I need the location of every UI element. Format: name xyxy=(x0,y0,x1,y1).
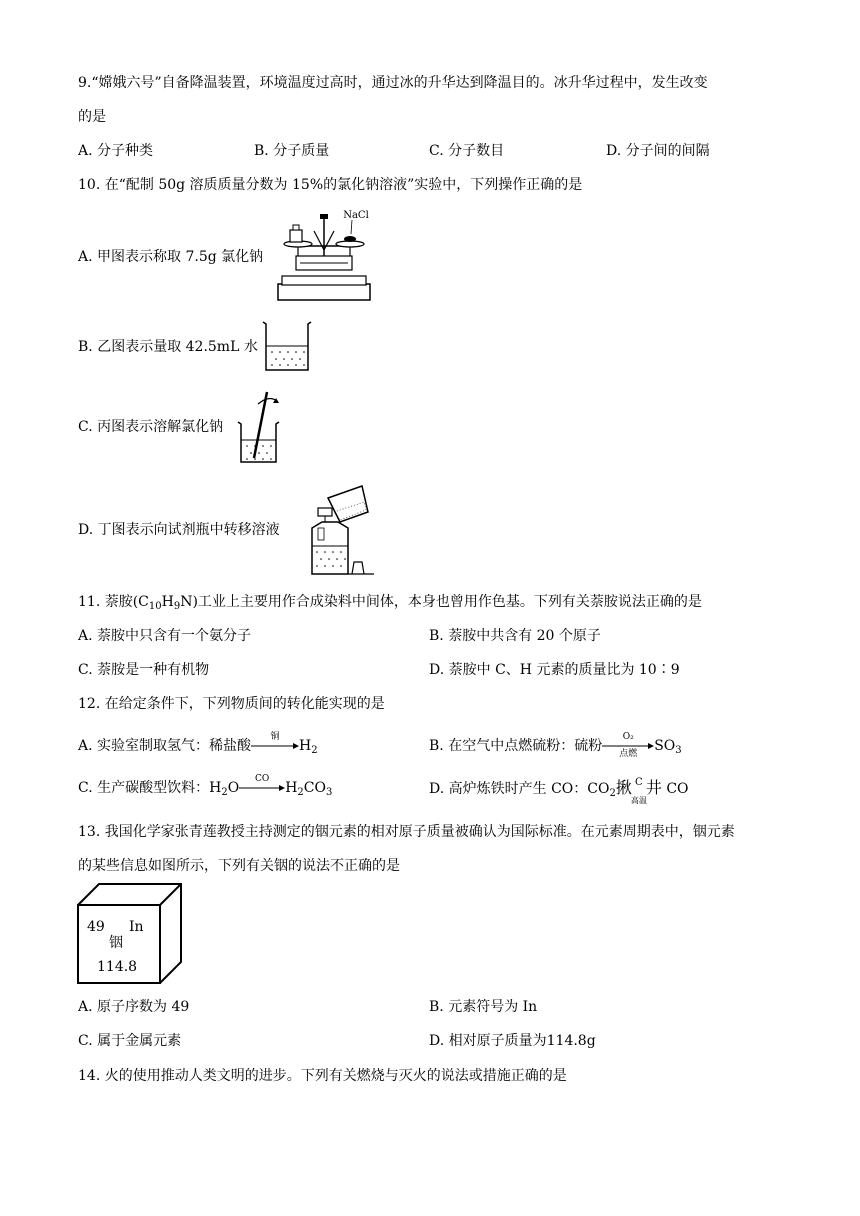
atomic-mass: 114.8 xyxy=(97,959,138,975)
q9-option-d: D. 分子间的间隔 xyxy=(606,143,710,159)
q11-stem-a: 11. 萘胺(C xyxy=(78,594,149,610)
q9-stem-line1: 9.“嫦娥六号”自备降温装置，环境温度过高时，通过冰的升华达到降温目的。冰升华过程中，发生改变 xyxy=(78,75,708,91)
pouring-diagram xyxy=(304,482,376,580)
q12-option-b: B. 在空气中点燃硫粉：硫粉 O₂ 点燃 $SO_3$ xyxy=(429,732,682,759)
beaker-diagram xyxy=(260,318,314,374)
q13-stem-line1: 13. 我国化学家张青莲教授主持测定的铟元素的相对原子质量被确认为国际标准。在元素周期表中，铟元素 xyxy=(78,824,735,840)
q12-option-d: D. 高炉炼铁时产生 CO：$CO_2$揪 C 高温 井 CO xyxy=(429,777,689,805)
q11-formula-n: N xyxy=(180,594,193,610)
q11-stem xyxy=(78,592,702,617)
q11-option-c: C. 萘胺是一种有机物 xyxy=(78,662,210,678)
q13-option-b: B. 元素符号为 In xyxy=(429,999,538,1015)
q10-option-a: A. 甲图表示称取 7.5g 氯化钠 xyxy=(78,249,264,265)
balance-diagram xyxy=(276,206,376,304)
element-name: 铟 xyxy=(109,935,123,951)
q10-option-b: B. 乙图表示量取 42.5mL 水 xyxy=(78,339,258,355)
q9-stem-line2: 的是 xyxy=(78,109,106,125)
element-symbol: In xyxy=(129,919,144,935)
q11-option-d: D. 萘胺中 C、H 元素的质量比为 10∶9 xyxy=(429,662,680,678)
atomic-number: 49 xyxy=(87,919,105,935)
nacl-label: NaCl xyxy=(343,210,369,221)
q10-option-d: D. 丁图表示向试剂瓶中转移溶液 xyxy=(78,522,280,538)
reaction-arrow: CO xyxy=(239,778,285,798)
q9-option-a: A. 分子种类 xyxy=(78,143,154,159)
q13-option-c: C. 属于金属元素 xyxy=(78,1033,182,1049)
q12-stem: 12. 在给定条件下，下列物质间的转化能实现的是 xyxy=(78,696,385,712)
q11-option-a: A. 萘胺中只含有一个氨分子 xyxy=(78,628,252,644)
q10-stem: 10. 在“配制 50g 溶质质量分数为 15%的氯化钠溶液”实验中，下列操作正确的是 xyxy=(78,177,583,193)
q11-stem-b: )工业上主要用作合成染料中间体，本身也曾用作色基。下列有关萘胺说法正确的是 xyxy=(192,594,702,610)
reaction-arrow: 铜 xyxy=(251,736,299,756)
q10-option-c: C. 丙图表示溶解氯化钠 xyxy=(78,419,224,435)
q11-option-b: B. 萘胺中共含有 20 个原子 xyxy=(429,628,601,644)
q13-option-d: D. 相对原子质量为114.8g xyxy=(429,1033,596,1049)
q13-stem-line2: 的某些信息如图所示，下列有关铟的说法不正确的是 xyxy=(78,858,400,874)
q11-formula-c: 10 xyxy=(148,601,162,612)
q12-option-a: A. 实验室制取氢气：稀盐酸 铜 $H_2$ xyxy=(78,732,318,756)
q9-option-c: C. 分子数目 xyxy=(429,143,505,159)
q11-formula-9: 9 xyxy=(173,601,181,612)
q14-stem: 14. 火的使用推动人类文明的进步。下列有关燃烧与灭火的说法或措施正确的是 xyxy=(78,1068,567,1084)
reaction-arrow: O₂ 点燃 xyxy=(602,736,654,756)
stirring-diagram xyxy=(236,388,284,466)
q11-formula-h: H xyxy=(161,594,174,610)
q9-option-b: B. 分子质量 xyxy=(254,143,330,159)
q12-option-c: C. 生产碳酸型饮料：$H_2O$ CO $H_2CO_3$ xyxy=(78,774,333,798)
element-cell-indium xyxy=(77,883,183,985)
q13-option-a: A. 原子序数为 49 xyxy=(78,999,190,1015)
